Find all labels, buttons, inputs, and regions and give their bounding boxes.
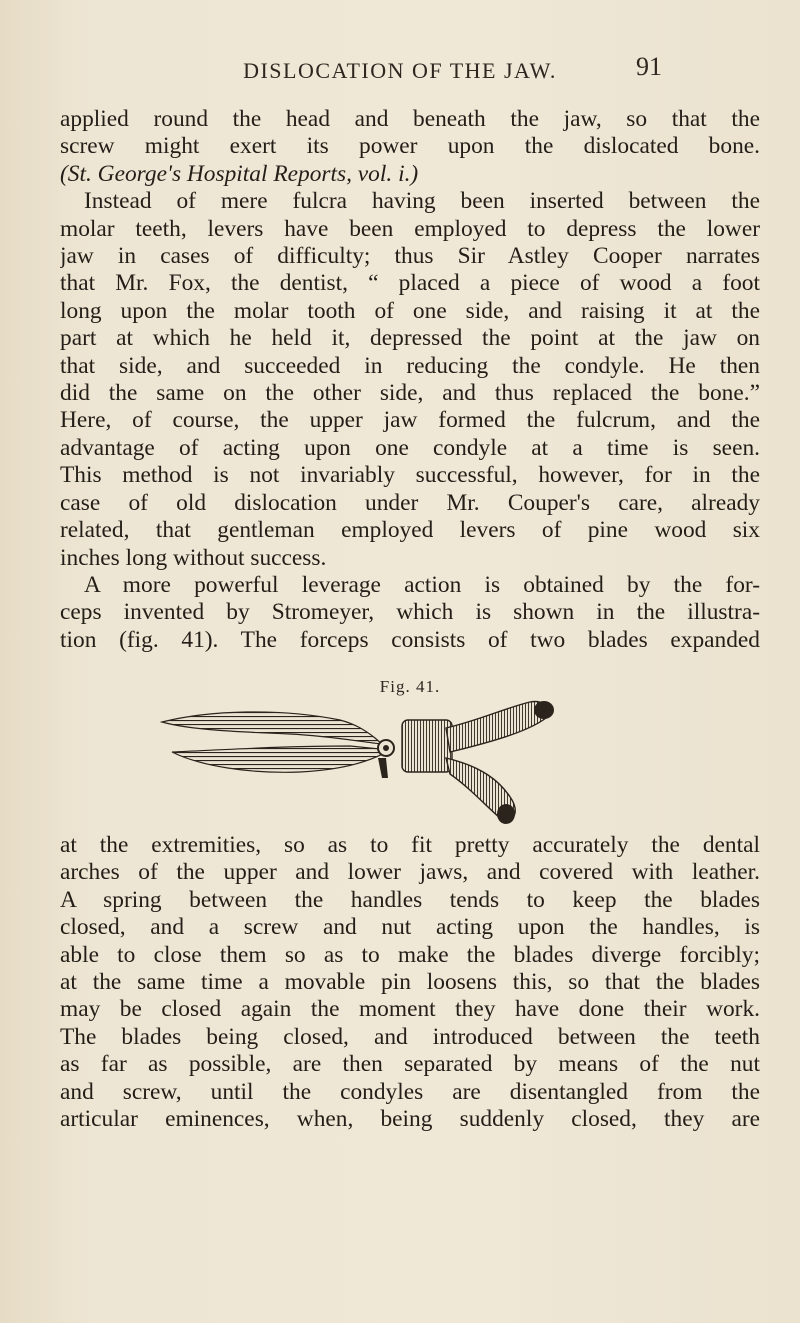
text-line: jaw in cases of difficulty; thus Sir Astley Cooper narrates <box>60 243 760 270</box>
text-line: at the same time a movable pin loosens this, so that the blades <box>60 969 760 996</box>
text-line: may be closed again the moment they have done their work. <box>60 996 760 1023</box>
text-line: closed, and a screw and nut acting upon the handles, is <box>60 914 760 941</box>
text-line: advantage of acting upon one condyle at a time is seen. <box>60 434 760 461</box>
text-line: This method is not invariably successful, however, for in the <box>60 462 760 489</box>
text-line: articular eminences, when, being suddenly closed, they are <box>60 1106 760 1133</box>
running-head: DISLOCATION OF THE JAW. <box>243 58 557 83</box>
text-line: Instead of mere fulcra having been inserted between the <box>84 188 760 215</box>
text-line: that side, and succeeded in reducing the condyle. He then <box>60 352 760 379</box>
text-line: related, that gentleman employed levers of pine wood six <box>60 517 760 544</box>
text-line: at the extremities, so as to fit pretty accurately the dental <box>60 832 760 858</box>
text-line: long upon the molar tooth of one side, and raising it at the <box>60 297 760 324</box>
forceps-upper-handle <box>162 712 382 744</box>
text-line: ceps invented by Stromeyer, which is shown in the illustra- <box>60 599 760 626</box>
forceps-joint <box>402 720 452 772</box>
stromeyer-forceps-illustration <box>150 700 650 825</box>
text-line: as far as possible, are then separated by means of the nut <box>60 1051 760 1078</box>
text-line: inches long without success. <box>60 544 327 571</box>
body-text-bottom <box>60 832 760 1133</box>
text-line: able to close them so as to make the blades diverge forcibly; <box>60 941 760 968</box>
body-text-top <box>60 106 760 654</box>
text-line: that Mr. Fox, the dentist, “ placed a piece of wood a foot <box>60 270 760 297</box>
text-line: and screw, until the condyles are disentangled from the <box>60 1078 760 1105</box>
text-line: The blades being closed, and introduced between the teeth <box>60 1023 760 1050</box>
text-line: molar teeth, levers have been employed to depress the lower <box>60 215 760 242</box>
text-line: screw might exert its power upon the dislocated bone. <box>60 133 760 160</box>
text-line: A more powerful leverage action is obtained by the for- <box>84 571 760 598</box>
text-line: did the same on the other side, and thus replaced the bone.” <box>60 380 760 407</box>
forceps-upper-blade <box>446 701 548 752</box>
figure-caption: Fig. 41. <box>379 677 441 696</box>
text-line: Here, of course, the upper jaw formed the fulcrum, and the <box>60 407 760 434</box>
text-line: tion (fig. 41). The forceps consists of two blades expanded <box>60 626 760 653</box>
text-line: case of old dislocation under Mr. Couper's care, already <box>60 489 760 516</box>
text-line: (St. George's Hospital Reports, vol. i.) <box>60 160 419 187</box>
forceps-lower-handle <box>172 746 390 772</box>
text-line: A spring between the handles tends to keep the blades <box>60 886 760 913</box>
text-line: arches of the upper and lower jaws, and covered with leather. <box>60 859 760 886</box>
text-line: applied round the head and beneath the jaw, so that the <box>60 106 760 132</box>
text-line: part at which he held it, depressed the point at the jaw on <box>60 325 760 352</box>
page-number: 91 <box>636 52 662 81</box>
forceps-screw-pin <box>378 758 388 778</box>
